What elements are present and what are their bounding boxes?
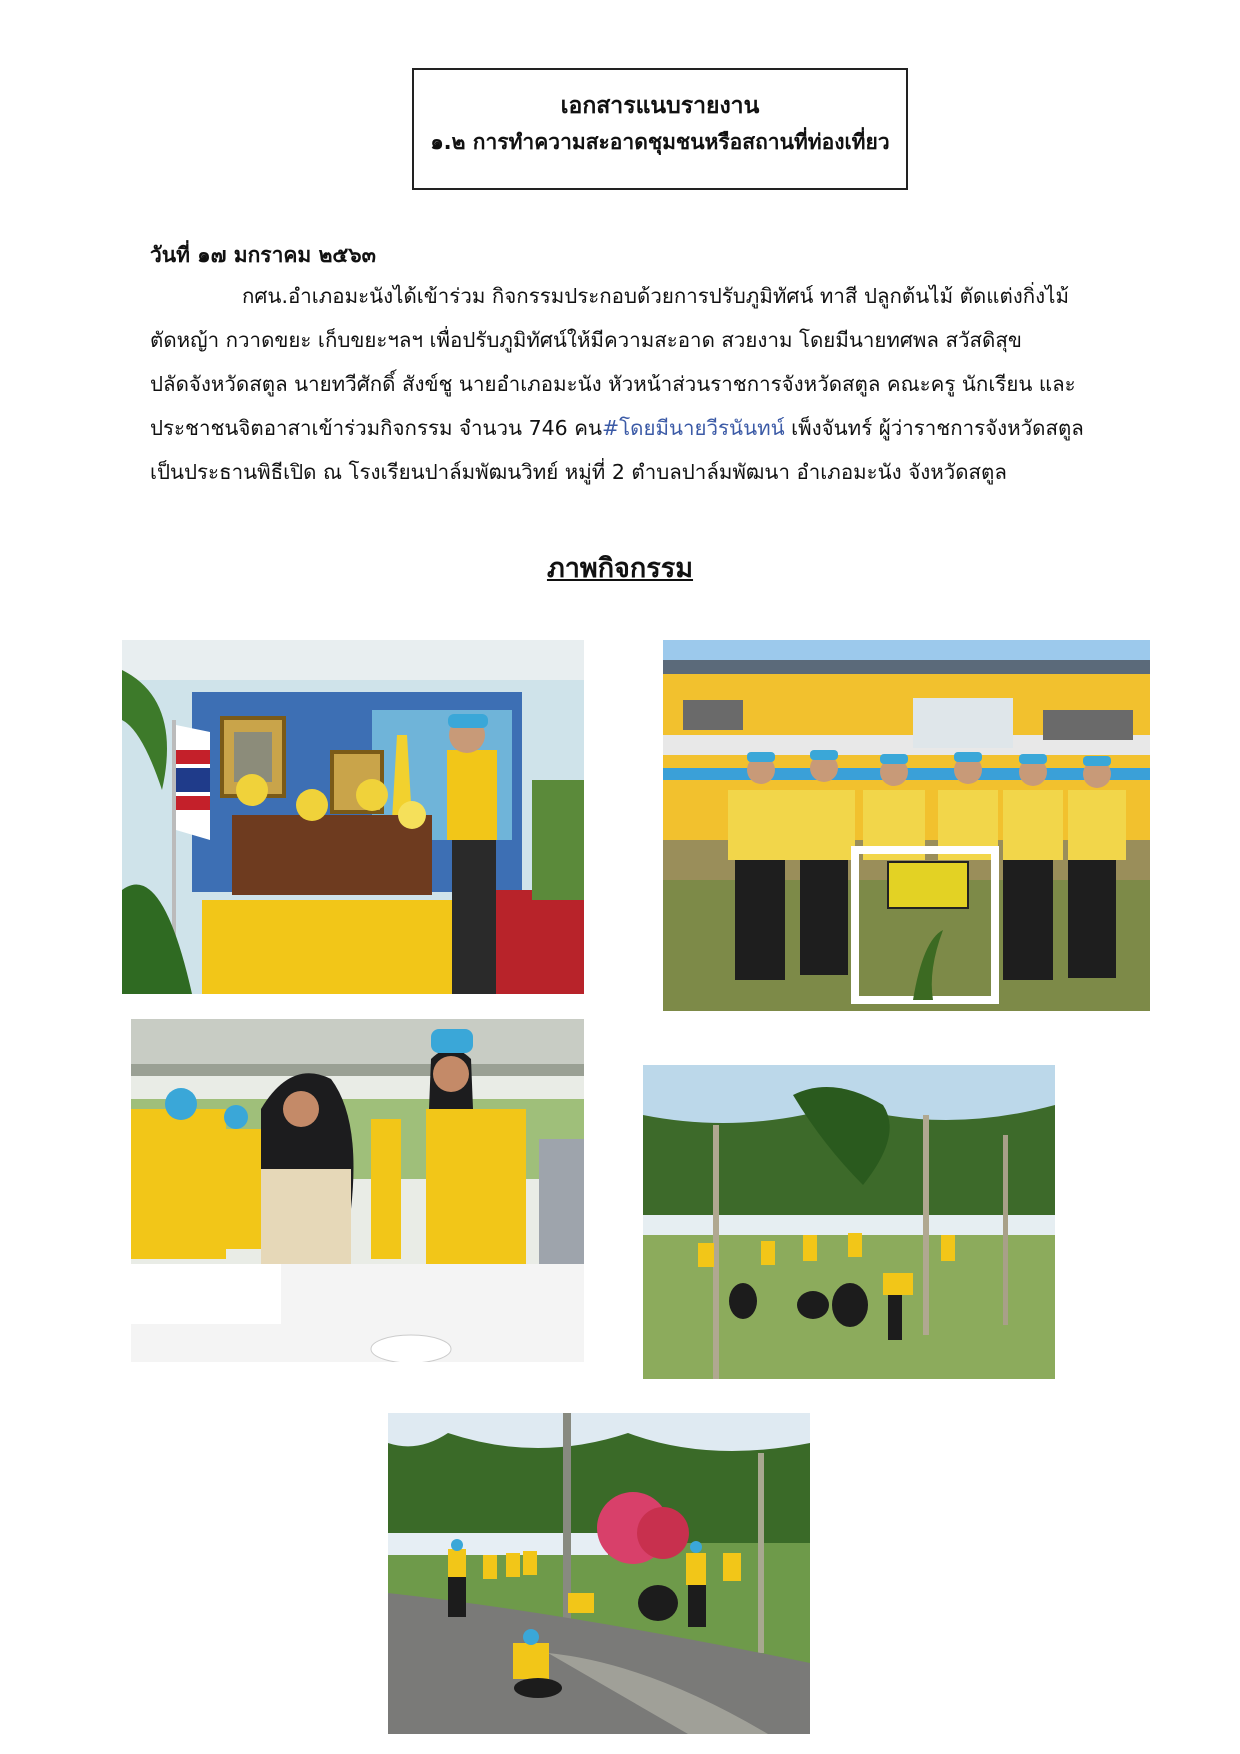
report-line-5: เป็นประธานพิธีเปิด ณ โรงเรียนปาล์มพัฒนวิทย์ หมู่ที่ 2 ตำบลปาล์มพัฒนา อำเภอมะนัง จังหวัดสตูล xyxy=(150,460,1007,484)
photo-indoor-activity xyxy=(131,1019,584,1362)
document-subtitle: ๑.๒ การทำความสะอาดชุมชนหรือสถานที่ท่องเที่ยว xyxy=(430,130,890,154)
report-line-3: ปลัดจังหวัดสตูล นายทวีศักดิ์ สังข์ชู นายอำเภอมะนัง หัวหน้าส่วนราชการจังหวัดสตูล คณะครู นักเรียน และ xyxy=(150,372,1076,396)
report-line-4-end: เพ็งจันทร์ ผู้ว่าราชการจังหวัดสตูล xyxy=(784,416,1084,440)
photo-tree-plaque-group xyxy=(663,640,1150,1011)
report-body xyxy=(150,274,1084,494)
document-title: เอกสารแนบรายงาน xyxy=(560,93,760,119)
photo-roadside-cleanup xyxy=(388,1413,810,1734)
report-line-2: ตัดหญ้า กวาดขยะ เก็บขยะฯลฯ เพื่อปรับภูมิทัศน์ให้มีความสะอาด สวยงาม โดยมีนายทศพล สวัสดิสุข xyxy=(150,328,1022,352)
report-date: วันที่ ๑๗ มกราคม ๒๕๖๓ xyxy=(150,243,376,267)
gallery-heading: ภาพกิจกรรม xyxy=(546,553,694,584)
photo-ceremony-altar xyxy=(122,640,584,994)
hashtag-link[interactable]: #โดยมีนายวีรนันทน์ xyxy=(601,416,785,440)
gallery-heading-wrap xyxy=(0,546,1240,589)
report-line-4: ประชาชนจิตอาสาเข้าร่วมกิจกรรม จำนวน 746 คน xyxy=(150,416,602,440)
photo-garden-cleanup xyxy=(643,1065,1055,1379)
report-line-1: กศน.อำเภอมะนังได้เข้าร่วม กิจกรรมประกอบด้วยการปรับภูมิทัศน์ ทาสี ปลูกต้นไม้ ตัดแต่งกิ่งไม้ xyxy=(242,284,1070,308)
document-title-box xyxy=(412,68,908,190)
